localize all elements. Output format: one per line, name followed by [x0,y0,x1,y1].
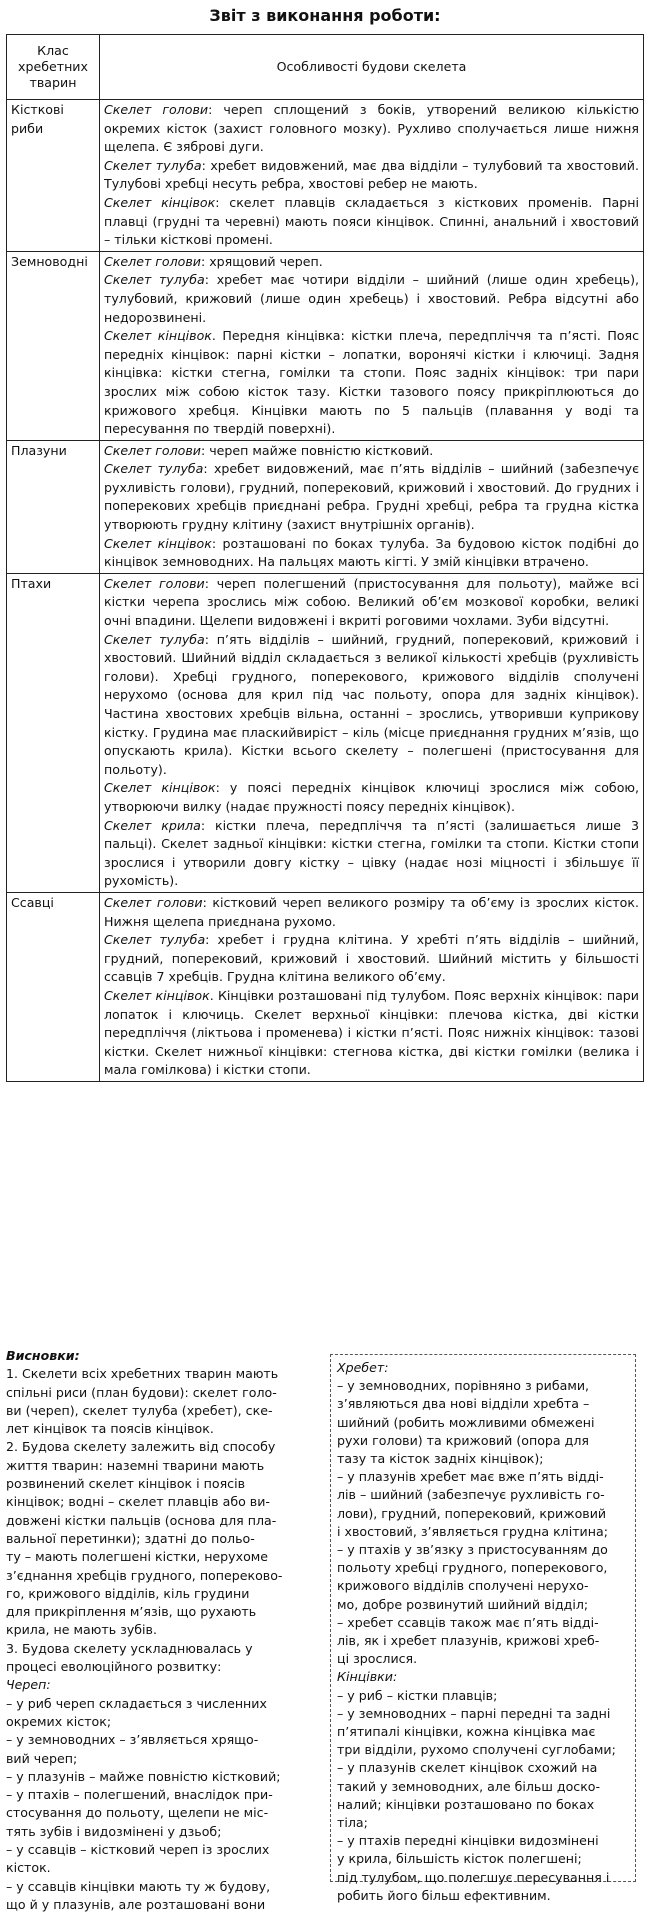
text-line: у крила, більшість кісток полегшені; [337,1851,582,1867]
feature-label: Скелет тулуба [104,631,205,647]
feature-text: : хребет має чотири відділи – шийний (лише один хребець), тулубовий, крижовий (лише один хребець) і хвостовий. Ребра відсутні або недорозвинені. [104,272,640,325]
feature-text: : хребет видовжений, має два відділи – тулубовий та хвостовий. Тулубові хребці несуть ребра, хвостові ребер не мають. [104,157,639,192]
feature-label: Скелет голови [104,253,201,269]
text-line: – у земноводних – парні передні та задні [337,1705,611,1721]
feature-label: Скелет крила [104,817,201,833]
text-line: з’являються два нові відділи хребта – [337,1396,590,1412]
feature-paragraph [104,535,639,572]
feature-paragraph [104,442,639,461]
text-line: окремих кісток; [6,1713,112,1729]
text-line: 1. Скелети всіх хребетних тварин мають [6,1366,279,1382]
feature-label: Скелет кінцівок [104,328,212,344]
dashed-box [330,1354,636,1903]
text-line: довжені кістки пальців (основа для пла- [6,1512,277,1528]
feature-paragraph [104,101,639,157]
description-cell [100,251,644,440]
skeleton-table [6,34,644,1082]
feature-label: Скелет кінцівок [104,535,212,551]
text-line: – хребет ссавців також має п’ять відді- [337,1614,599,1630]
class-name-cell: Земноводні [7,251,100,440]
text-line: крила, не мають зубів. [6,1622,157,1638]
text-line: 2. Будова скелету залежить від способу [6,1439,276,1455]
header-features: Особливості будови скелета [100,35,644,100]
feature-text: : хребет і грудна клітина. У хребті п’ять відділів – шийний, грудний, поперековий, крижовий і хвостовий. Шийний містить у більшості ссавців 7 хребців. Грудна клітина великого об’єму. [104,932,639,985]
table-row [7,100,644,252]
feature-text: : хрящовий череп. [200,253,323,269]
feature-text: : п’ять відділів – шийний, грудний, поперековий, крижовий і хвостовий. Шийний відділ складається з великої кількості хребців (рухливість голови). Хребці грудного, поперекового, крижового відділів сполучені нерухомо (основа для крил під час польоту, опора для задніх кінцівок). Частина хвостових хребців вільна, останні – зрослись, утворивши куприкову кістку. Грудина має пласкийвиріст – кіль (місце приєднання грудних м’язів, що опускають крила). Кістки всього скелету – полегшені (пристосування для польоту). [104,631,640,777]
text-line: п’ятипалі кінцівки, кожна кінцівка має [337,1724,596,1740]
feature-text: : череп майже повністю кістковий. [200,442,434,458]
text-line: вий череп; [6,1750,78,1766]
text-line: – у птахів передні кінцівки видозмінені [337,1833,599,1849]
limbs-label: Кінцівки: [337,1669,398,1685]
spine-label: Хребет: [337,1360,389,1375]
limbs-text [337,1687,629,1905]
feature-paragraph [104,575,639,631]
feature-label: Скелет голови [104,894,203,910]
text-line: три відділи, рухомо сполучені суглобами; [337,1742,616,1758]
text-line: – у земноводних, порівняно з рибами, [337,1378,590,1394]
feature-text: . Передня кінцівка: кістки плеча, передпліччя та п’ясті. Пояс передніх кінцівок: парні кістки – лопатки, воронячі кістки і ключиці. Задня кінцівка: кістки стегна, гомілки та стопи. Пояс задніх кінцівок: три пари зрослих між собою кісток тазу. Кістки тазового поясу прикріплюються до крижового хребця. Кінцівки мають по 5 пальців (плавання у воді та пересування по твердій поверхні). [104,328,639,437]
text-line: тіла; [337,1815,368,1831]
text-line: – у птахів у зв’язку з пристосуванням до [337,1542,608,1558]
text-line: що й у плазунів, але розташовані вони [6,1896,266,1912]
feature-text: : хребет видовжений, має п’ять відділів – шийний (забезпечує рухливість голови), грудний, поперековий, крижовий і хвостовий. До грудних і поперекових хребців приєднані ребра. Грудні хребці, ребра та грудна кістка утворюють грудну клітину (захист внутрішніх органів). [104,461,640,533]
feature-text: : череп сплощений з боків, утворений великою кількістю окремих кісток (захист головного мозку). Рухливо сполучається лише нижня щелепа. Є зяброві дуги. [104,102,640,155]
text-line: такий у земноводних, але більш доско- [337,1778,601,1794]
text-line: – у риб череп складається з численних [6,1695,267,1711]
table-header-row [7,35,644,100]
text-line: лів – шийний (забезпечує рухливість го- [337,1487,605,1503]
feature-paragraph [104,157,639,194]
text-line: і хвостовий, з’являється грудна клітина; [337,1523,608,1539]
feature-text: : череп полегшений (пристосування для польоту), майже всі кістки черепа зрослись між собою. Великий об’єм мозкової коробки, великі очні впадини. Щелепи видовжені і вкриті роговими чохлами. Зуби відсутні. [104,575,640,629]
text-line: кінцівок; водні – скелет плавців або ви- [6,1494,270,1510]
table-row [7,440,644,573]
text-line: під тулубом, що полегшує пересування і [337,1869,610,1885]
feature-paragraph [104,460,639,534]
text-line: з’єднання хребців грудного, попереково- [6,1567,283,1583]
feature-label: Скелет тулуба [104,272,205,288]
conclusions-text [6,1365,320,1676]
text-line: шийний (робить можливими обмежені [337,1414,595,1430]
table-body [7,100,644,1082]
text-line: 3. Будова скелету ускладнювалась у [6,1640,253,1656]
spine-text [337,1377,629,1668]
text-line: го, крижового відділів, кіль грудини [6,1585,250,1601]
feature-label: Скелет кінцівок [104,780,216,796]
text-line: мо, добре розвинутий шийний відділ; [337,1596,589,1612]
feature-label: Скелет тулуба [104,157,202,173]
feature-paragraph [104,194,639,250]
feature-label: Скелет тулуба [104,461,204,477]
text-line: спільні риси (план будови): скелет голо- [6,1384,277,1400]
conclusions [6,1347,320,1914]
table-row [7,892,644,1081]
feature-label: Скелет тулуба [104,932,206,948]
text-line: – у земноводних – з’являється хрящо- [6,1732,259,1748]
feature-label: Скелет кінцівок [104,194,216,210]
text-line: лови), грудний, поперековий, крижовий [337,1505,607,1521]
skull-text [6,1695,320,1914]
feature-text: . Кінцівки розташовані під тулубом. Пояс верхніх кінцівок: пари лопаток і ключиць. Скелет верхньої кінцівки: плечова кістка, дві кістки передпліччя (ліктьова і променева) і кістки п’ясті. Пояс нижніх кінцівок: тазові кістки. Скелет нижньої кінцівки: стегнова кістка, дві кістки гомілки (велика і мала гомілкова) і кістки стопи. [104,987,639,1078]
feature-text: : кістковий череп великого розміру та об’єму із зрослих кісток. Нижня щелепа приєднана рухомо. [104,894,639,929]
report-title: Звіт з виконання роботи: [209,6,441,25]
description-cell [100,573,644,892]
feature-paragraph [104,817,639,891]
text-line: – у ссавців кінцівки мають ту ж будову, [6,1878,271,1894]
description-cell [100,100,644,252]
feature-label: Скелет голови [104,575,205,591]
text-line: кісток. [6,1860,51,1876]
text-line: вальної перетинки); здатні до польо- [6,1530,255,1546]
feature-text: : кістки плеча, передпліччя та п’ясті (залишається лише 3 пальці). Скелет задньої кінцівки: кістки стегна, гомілки та стопи. Кістки стопи зрослися і утворили довгу кістку – цівку (надає нозі міцності і збільшує її рухомість). [104,817,639,889]
skull-label: Череп: [6,1677,51,1693]
text-line: для прикріплення м’язів, що рухають [6,1604,257,1620]
text-line: крижового відділів сполучені неруxо- [337,1578,589,1594]
header-class: Клас хребетних тварин [7,35,100,100]
text-line: рухи голови) та крижовий (опора для [337,1432,589,1448]
text-line: тять зубів і видозмінені у дзьоб; [6,1823,222,1839]
text-line: лет кінцівок та поясів кінцівок. [6,1421,214,1437]
text-line: – у риб – кістки плавців; [337,1687,498,1703]
text-line: – у плазунів хребет має вже п’ять відді- [337,1469,604,1485]
text-line: лів, як і хребет плазунів, крижові хреб- [337,1633,600,1649]
text-line: робить його більш ефективним. [337,1887,551,1903]
text-line: – у птахів – полегшений, внаслідок при- [6,1787,273,1803]
description-cell [100,440,644,573]
text-line: – у ссавців – кістковий череп із зрослих [6,1842,270,1858]
feature-paragraph [104,271,639,327]
table-row [7,573,644,892]
feature-paragraph [104,631,639,780]
description-cell [100,892,644,1081]
table-row [7,251,644,440]
text-line: процесі еволюційного розвитку: [6,1659,222,1675]
conclusions-heading: Висновки: [6,1348,80,1363]
feature-label: Скелет голови [104,102,209,117]
feature-label: Скелет кінцівок [104,987,210,1003]
feature-text: : скелет плавців складається з кісткових променів. Парні плавці (грудні та черевні) мають пояси кінцівок. Спинні, анальний і хвостовий – тільки кісткові промені. [104,194,639,248]
text-line: ви (череп), скелет тулуба (хребет), ске- [6,1402,273,1418]
class-name-cell: Плазуни [7,440,100,573]
class-name-cell: Ссавці [7,892,100,1081]
feature-paragraph [104,253,639,272]
text-line: тазу та кісток задніх кінцівок); [337,1451,544,1467]
text-line: налий; кінцівки розташовано по боках [337,1796,595,1812]
feature-paragraph [104,327,639,439]
text-line: ту – мають полегшені кістки, нерухоме [6,1549,269,1565]
feature-text: : у поясі передніх кінцівок ключиці зрослися між собою, утворюючи вилку (надає пружності поясу передніх кінцівок). [104,780,640,814]
text-line: стосування до польоту, щелепи не міс- [6,1805,269,1821]
text-line: життя тварин: наземні тварини мають [6,1457,265,1473]
feature-paragraph [104,987,639,1080]
feature-paragraph [104,931,639,987]
class-name-cell: Птахи [7,573,100,892]
text-line: ці зрослися. [337,1651,418,1667]
feature-paragraph [104,894,639,931]
feature-text: : розташовані по боках тулуба. За будовою кісток подібні до кінцівок земноводних. На пальцях мають кігті. У змій кінцівки втрачено. [104,535,639,570]
text-line: польоту хребці грудного, поперекового, [337,1560,608,1576]
text-line: розвинений скелет кінцівок і поясів [6,1476,246,1492]
feature-paragraph [104,779,639,816]
feature-label: Скелет голови [104,442,201,458]
text-line: – у плазунів – майже повністю кістковий; [6,1768,281,1784]
text-line: – у плазунів скелет кінцівок схожий на [337,1760,598,1776]
class-name-cell: Кісткові риби [7,100,100,252]
